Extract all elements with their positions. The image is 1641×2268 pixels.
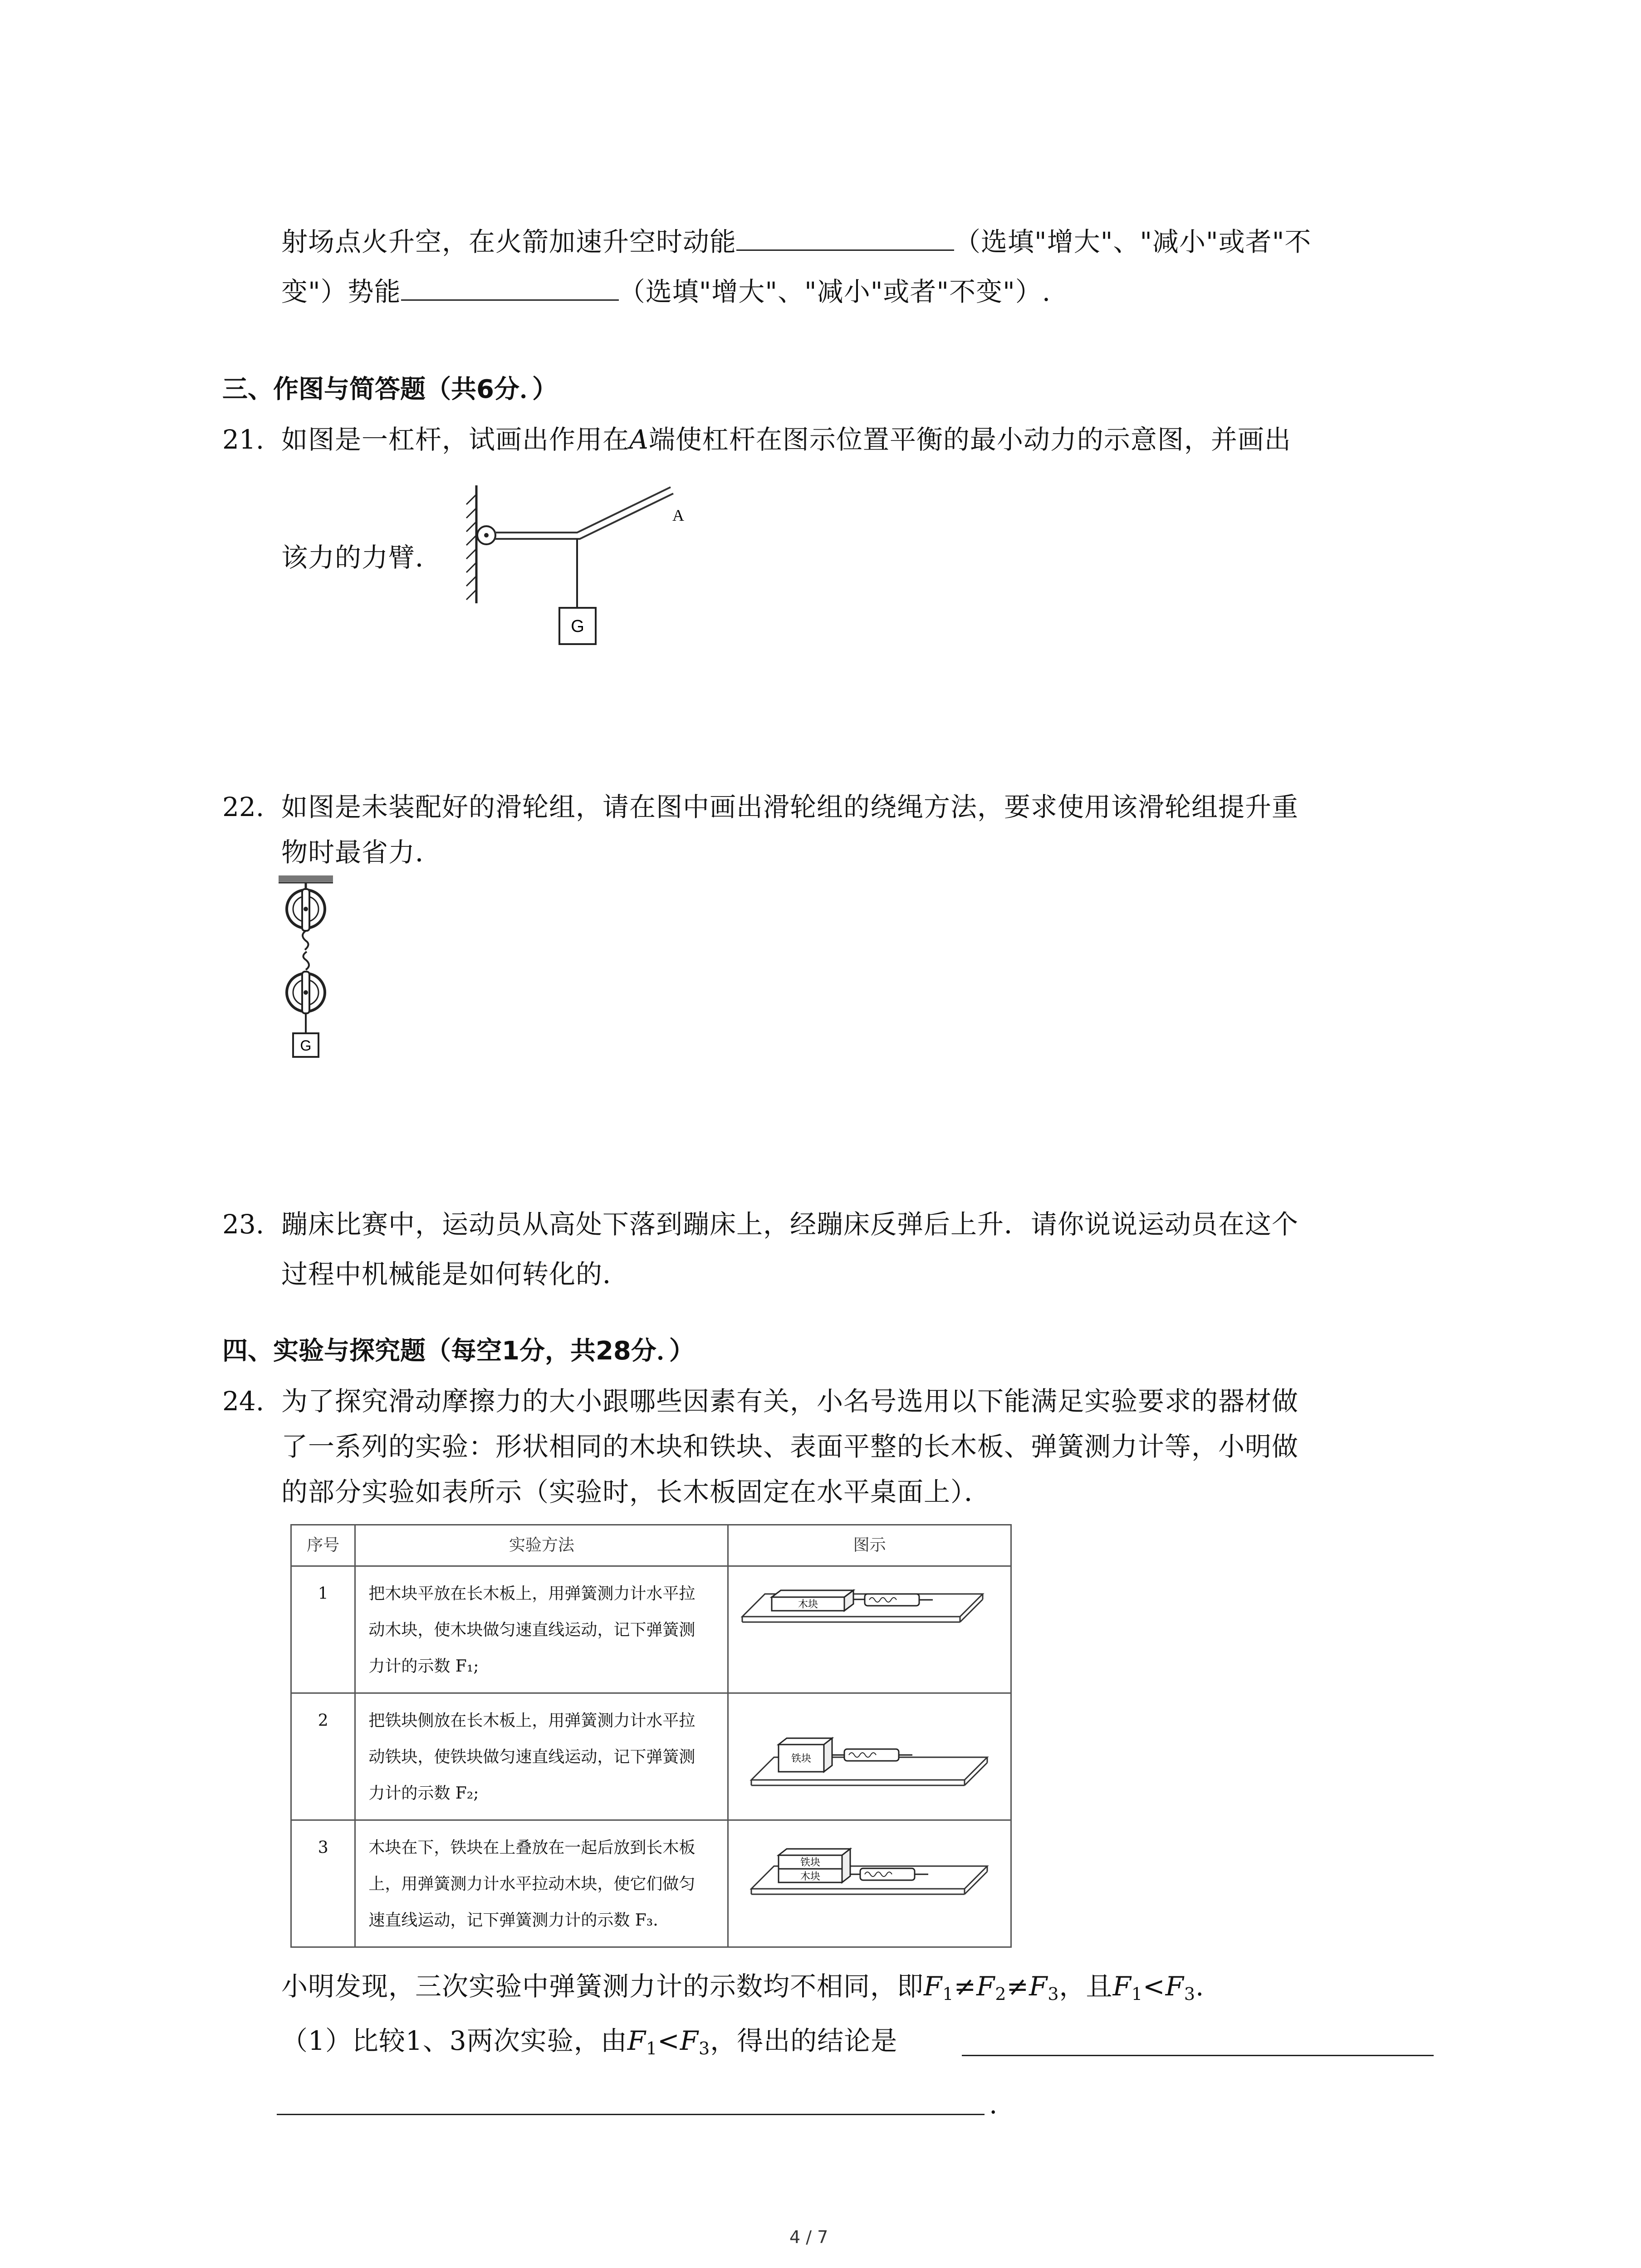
page-number: 4 / 7 xyxy=(789,2227,828,2247)
q24-line3: 的部分实验如表所示（实验时，长木板固定在水平桌面上）． xyxy=(281,1476,991,1507)
var-f: F xyxy=(1029,1971,1048,2002)
row-figure xyxy=(728,1693,1011,1820)
table-row xyxy=(291,1693,1011,1820)
lever-figure xyxy=(463,481,753,662)
q20-text: 射场点火升空，在火箭加速升空时动能 xyxy=(281,226,737,257)
section-3-title: 三、作图与简答题（共6分．） xyxy=(222,375,558,404)
q20-text: 变"）势能 xyxy=(281,276,401,307)
setup-2-figure xyxy=(729,1694,1014,1819)
var-f: F xyxy=(924,1971,943,2002)
var-f: F xyxy=(1165,1971,1184,2002)
q21-text: 端使杠杆在图示位置平衡的最小动力的示意图，并画出 xyxy=(648,424,1291,455)
q22-line1: 如图是未装配好的滑轮组，请在图中画出滑轮组的绕绳方法，要求使用该滑轮组提升重 xyxy=(281,792,1299,822)
q23-number: 23. xyxy=(222,1209,265,1240)
method-line: 把木块平放在长木板上，用弹簧测力计水平拉 xyxy=(368,1584,696,1603)
q24-sub1-end: . xyxy=(989,2089,998,2120)
pulley-weight-label: G xyxy=(300,1037,312,1054)
setup-1-figure xyxy=(729,1567,1014,1692)
q20-text: （选填"增大"、"减小"或者"不 xyxy=(954,226,1312,257)
sub: 3 xyxy=(1048,1984,1059,2004)
var-f: F xyxy=(976,1971,995,2002)
sub: 1 xyxy=(942,1984,954,2004)
point-a-label: A xyxy=(672,506,684,524)
q22-number: 22. xyxy=(222,792,265,822)
row-method xyxy=(355,1693,728,1820)
var-f: F xyxy=(1112,1971,1132,2002)
finding-text: 小明发现，三次实验中弹簧测力计的示数均不相同，即 xyxy=(281,1971,924,2002)
q24-sub1-line1 xyxy=(281,2023,897,2066)
sub: 1 xyxy=(646,2038,658,2058)
table-header-figure: 图示 xyxy=(728,1525,1011,1566)
sub-q1-text: （1）比较1、3两次实验，由 xyxy=(281,2025,627,2056)
q22-line2: 物时最省力． xyxy=(281,837,442,868)
q21-text: 如图是一杠杆，试画出作用在 xyxy=(281,424,630,455)
q24-sub1-answer-blank-1[interactable] xyxy=(962,2055,1434,2056)
method-line: 木块在下，铁块在上叠放在一起后放到长木板 xyxy=(368,1838,696,1857)
row-number: 1 xyxy=(291,1566,355,1693)
sub: 1 xyxy=(1131,1984,1143,2004)
spring-scale-icon xyxy=(844,1749,899,1761)
table-header-no: 序号 xyxy=(291,1525,355,1566)
q20-answer-blank-kinetic[interactable] xyxy=(736,222,954,251)
q21-line1 xyxy=(281,422,1291,457)
row-figure xyxy=(728,1820,1011,1947)
q23-line2: 过程中机械能是如何转化的． xyxy=(281,1259,630,1290)
setup-3-figure xyxy=(729,1821,1014,1946)
q20-line1 xyxy=(281,222,1311,259)
q24-finding xyxy=(281,1969,1204,2012)
block-label-top: 铁块 xyxy=(800,1857,821,1868)
spring-scale-icon xyxy=(860,1868,915,1880)
block-label: 木块 xyxy=(798,1599,818,1610)
lt-symbol: < xyxy=(657,2025,680,2056)
var-f: F xyxy=(627,2025,646,2056)
weight-label: G xyxy=(571,617,584,636)
q24-sub1-answer-blank-2[interactable] xyxy=(277,2114,985,2115)
row-figure xyxy=(728,1566,1011,1693)
q24-line1: 为了探究滑动摩擦力的大小跟哪些因素有关，小名号选用以下能满足实验要求的器材做 xyxy=(281,1386,1299,1417)
finding-text: ，且 xyxy=(1059,1971,1113,2002)
lt-symbol: < xyxy=(1143,1971,1166,2002)
q20-text: （选填"增大"、"减小"或者"不变"）. xyxy=(618,276,1051,307)
row-method xyxy=(355,1820,728,1947)
method-line: 动木块，使木块做匀速直线运动，记下弹簧测 xyxy=(368,1621,696,1639)
var-f: F xyxy=(680,2025,699,2056)
sub: 3 xyxy=(699,2038,710,2058)
section-4-title: 四、实验与探究题（每空1分，共28分．） xyxy=(222,1336,695,1366)
neq-symbol: ≠ xyxy=(954,1971,977,2002)
q21-line2: 该力的力臂． xyxy=(281,542,442,573)
neq-symbol: ≠ xyxy=(1006,1971,1029,2002)
sub: 2 xyxy=(995,1984,1007,2004)
q24-number: 24. xyxy=(222,1386,265,1417)
table-row xyxy=(291,1820,1011,1947)
q21-number: 21. xyxy=(222,424,265,455)
q24-line2: 了一系列的实验：形状相同的木块和铁块、表面平整的长木板、弹簧测力计等，小明做 xyxy=(281,1431,1299,1462)
finding-text: . xyxy=(1195,1971,1205,2002)
method-line: 力计的示数 F₁; xyxy=(368,1657,479,1676)
q20-line2 xyxy=(281,272,1051,309)
sub-q1-text: ，得出的结论是 xyxy=(710,2025,898,2056)
sub: 3 xyxy=(1184,1984,1196,2004)
spring-scale-icon xyxy=(865,1594,919,1606)
block-label-bottom: 木块 xyxy=(800,1871,821,1882)
q21-var-a: A xyxy=(629,424,649,455)
method-line: 把铁块侧放在长木板上，用弹簧测力计水平拉 xyxy=(368,1711,696,1730)
q20-answer-blank-potential[interactable] xyxy=(401,272,619,301)
pulley-figure xyxy=(272,871,363,1089)
experiment-table xyxy=(290,1524,1012,1948)
method-line: 力计的示数 F₂; xyxy=(368,1784,479,1803)
method-line: 动铁块，使铁块做匀速直线运动，记下弹簧测 xyxy=(368,1748,696,1766)
method-line: 速直线运动，记下弹簧测力计的示数 F₃. xyxy=(368,1911,658,1930)
q23-line1: 蹦床比赛中，运动员从高处下落到蹦床上，经蹦床反弹后上升．请你说说运动员在这个 xyxy=(281,1209,1299,1240)
block-label: 铁块 xyxy=(791,1753,812,1765)
table-row xyxy=(291,1566,1011,1693)
row-method xyxy=(355,1566,728,1693)
row-number: 2 xyxy=(291,1693,355,1820)
row-number: 3 xyxy=(291,1820,355,1947)
table-header-method: 实验方法 xyxy=(355,1525,728,1566)
method-line: 上，用弹簧测力计水平拉动木块，使它们做匀 xyxy=(368,1875,696,1893)
